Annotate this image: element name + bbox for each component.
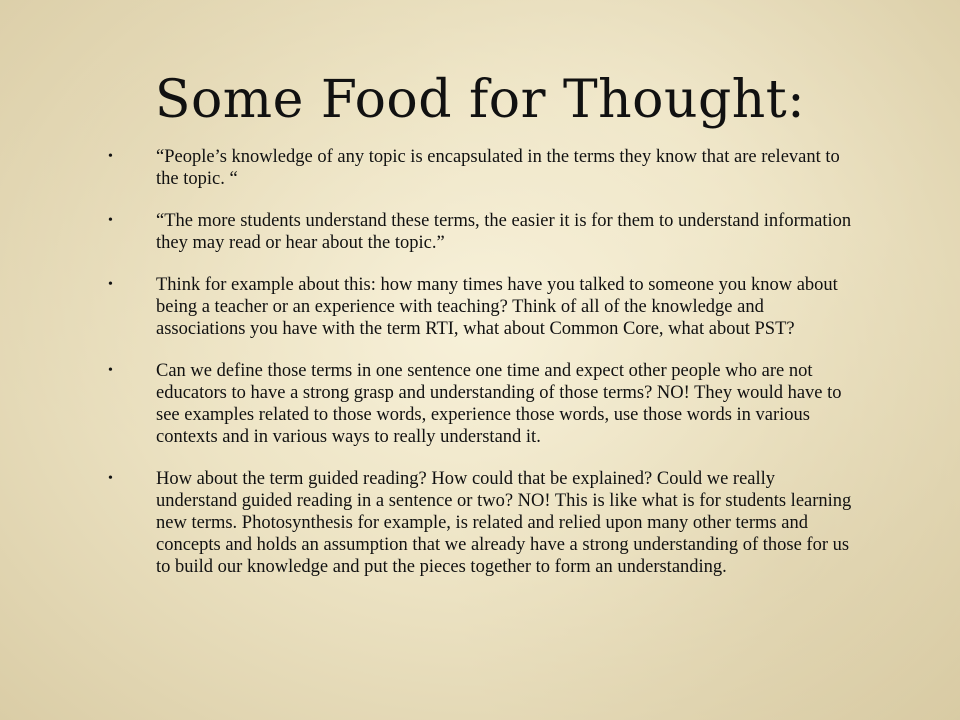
- bullet-text: Think for example about this: how many times have you talked to someone you know about being a teacher or an experience with teaching? Think of all of the knowledge and associations you have with the term RTI, what about Common Core, what about PST?: [156, 275, 838, 339]
- bullet-dot: •: [108, 149, 113, 164]
- bullet-dot: •: [108, 277, 113, 292]
- bullet-item: [108, 210, 856, 254]
- bullet-item: [108, 468, 856, 578]
- slide-title: Some Food for Thought:: [154, 70, 806, 130]
- bullet-dot: •: [108, 363, 113, 378]
- bullet-text: “The more students understand these terms, the easier it is for them to understand information they may read or hear about the topic.”: [156, 211, 852, 253]
- bullet-dot: •: [108, 213, 113, 228]
- bullet-item: [108, 360, 856, 448]
- bullet-text: Can we define those terms in one sentence one time and expect other people who are not educators to have a strong grasp and understanding of those terms? NO! They would have to see examples related to those words, experience those words, use those words in various contexts and in various ways to really understand it.: [156, 361, 842, 447]
- bullet-text: How about the term guided reading? How could that be explained? Could we really understand guided reading in a sentence or two? NO! This is like what is for students learning new terms. Photosynthesis for example, is related and relied upon many other terms and concepts and holds an assumption that we already have a strong understanding of those for us to build our knowledge and put the pieces together to form an understanding.: [156, 469, 852, 577]
- bullet-dot: •: [108, 471, 113, 486]
- bullet-item: [108, 274, 856, 340]
- bullet-text: “People’s knowledge of any topic is encapsulated in the terms they know that are relevant to the topic. “: [156, 147, 840, 189]
- bullet-item: [108, 146, 856, 190]
- bullet-list: [108, 146, 856, 598]
